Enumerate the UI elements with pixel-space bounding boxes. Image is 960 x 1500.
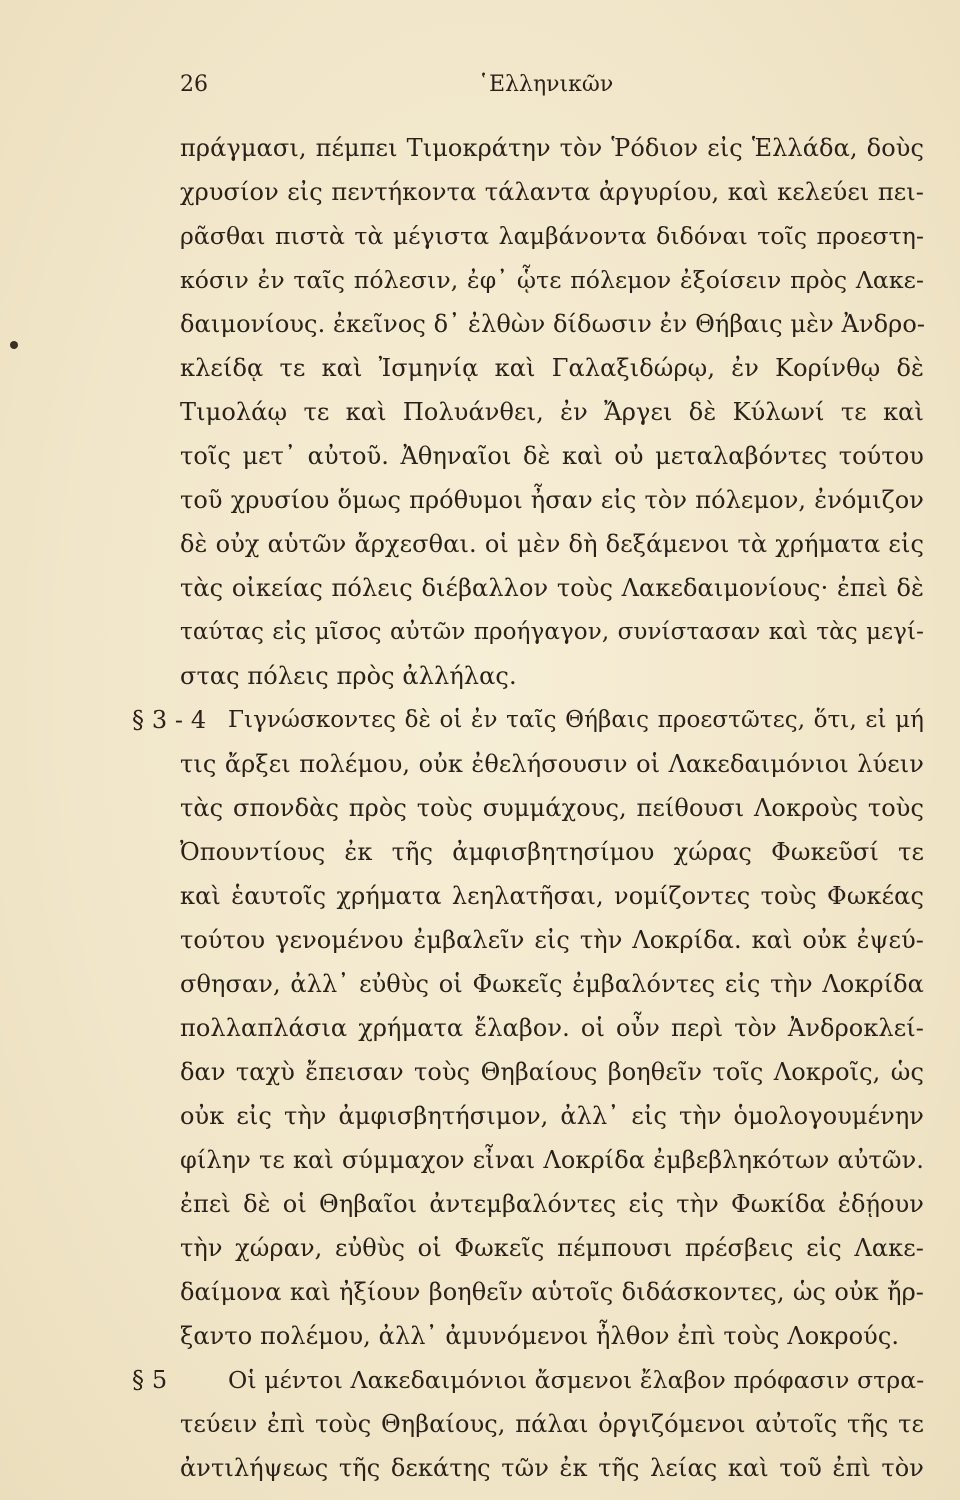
text-line: φίλην τε καὶ σύμμαχον εἶναι Λοκρίδα ἐμβεβληκότων αὐτῶν. [180,1146,924,1174]
text-line: τὰς οἰκείας πόλεις διέβαλλον τοὺς Λακεδαιμονίους· ἐπεὶ δὲ [180,574,924,602]
text-line: καὶ ἑαυτοῖς χρήματα λεηλατῆσαι, νομίζοντες τοὺς Φωκέας [180,882,924,910]
running-title: ῾Ελληνικῶν [478,72,614,97]
text-line: δαν ταχὺ ἔπεισαν τοὺς Θηβαίους βοηθεῖν τοῖς Λοκροῖς, ὡς [180,1058,924,1086]
text-line: ξαντο πολέμου, ἀλλ᾽ ἀμυνόμενοι ἦλθον ἐπὶ τοὺς Λοκρούς. [180,1322,900,1350]
text-line: ἀντιλήψεως τῆς δεκάτης τῶν ἐκ τῆς λείας καὶ τοῦ ἐπὶ τὸν [180,1454,924,1482]
section-marker: § 5 [132,1366,168,1394]
text-line: ταύτας εἰς μῖσος αὐτῶν προήγαγον, συνίστασαν καὶ τὰς μεγί- [180,619,924,645]
text-line: κλείδᾳ τε καὶ Ἰσμηνίᾳ καὶ Γαλαξιδώρῳ, ἐν Κορίνθῳ δὲ [180,354,924,382]
text-line: Τιμολάῳ τε καὶ Πολυάνθει, ἐν Ἄργει δὲ Κύλωνί τε καὶ [180,398,924,426]
text-line: τεύειν ἐπὶ τοὺς Θηβαίους, πάλαι ὀργιζόμενοι αὐτοῖς τῆς τε [180,1410,924,1438]
running-head [180,72,920,102]
text-line: τὰς σπονδὰς πρὸς τοὺς συμμάχους, πείθουσι Λοκροὺς τοὺς [180,794,924,822]
text-line: σθησαν, ἀλλ᾽ εὐθὺς οἱ Φωκεῖς ἐμβαλόντες εἰς τὴν Λοκρίδα [180,970,924,998]
section-first-line [132,1358,925,1402]
text-line: τούτου γενομένου ἐμβαλεῖν εἰς τὴν Λοκρίδα. καὶ οὐκ ἐψεύ- [180,926,924,954]
text-line: κόσιν ἐν ταῖς πόλεσιν, ἐφ᾽ ᾧτε πόλεμον ἐξοίσειν πρὸς Λακε- [180,266,924,294]
text-line: χρυσίον εἰς πεντήκοντα τάλαντα ἀργυρίου, καὶ κελεύει πει- [180,178,924,206]
text-line: στας πόλεις πρὸς ἀλλήλας. [180,662,517,690]
text-line: Γιγνώσκοντες δὲ οἱ ἐν ταῖς Θήβαις προεστῶτες, ὅτι, εἰ μή [228,707,924,733]
text-line: Ὀπουντίους ἐκ τῆς ἀμφισβητησίμου χώρας Φωκεῦσί τε [180,838,924,866]
text-line: οὐκ εἰς τὴν ἀμφισβητήσιμον, ἀλλ᾽ εἰς τὴν ὁμολογουμένην [180,1102,924,1130]
text-line: δαιμονίους. ἐκεῖνος δ᾽ ἐλθὼν δίδωσιν ἐν Θήβαις μὲν Ἀνδρο- [180,310,926,338]
text-line: δαίμονα καὶ ἠξίουν βοηθεῖν αὑτοῖς διδάσκοντες, ὡς οὐκ ἤρ- [180,1278,924,1306]
text-line: τοῦ χρυσίου ὅμως πρόθυμοι ἦσαν εἰς τὸν πόλεμον, ἐνόμιζον [180,486,924,514]
text-line: ρᾶσθαι πιστὰ τὰ μέγιστα λαμβάνοντα διδόναι τοῖς προεστη- [180,222,924,250]
text-line: τις ἄρξει πολέμου, οὐκ ἐθελήσουσιν οἱ Λακεδαιμόνιοι λύειν [180,750,924,778]
section-marker: § 3 - 4 [132,706,207,734]
margin-mark [10,341,18,349]
page-number: 26 [180,72,208,97]
text-line: Οἱ μέντοι Λακεδαιμόνιοι ἄσμενοι ἔλαβον πρόφασιν στρα- [228,1366,925,1394]
text-line: δὲ οὐχ αὑτῶν ἄρχεσθαι. οἱ μὲν δὴ δεξάμενοι τὰ χρήματα εἰς [180,530,924,558]
section-first-line [132,698,924,742]
body-text [132,126,926,1490]
text-line: ἐπεὶ δὲ οἱ Θηβαῖοι ἀντεμβαλόντες εἰς τὴν Φωκίδα ἐδῄουν [180,1190,924,1218]
text-line: πράγμασι, πέμπει Τιμοκράτην τὸν Ῥόδιον εἰς Ἑλλάδα, δοὺς [180,134,924,162]
text-line: τὴν χώραν, εὐθὺς οἱ Φωκεῖς πέμπουσι πρέσβεις εἰς Λακε- [180,1234,924,1262]
text-line: πολλαπλάσια χρήματα ἔλαβον. οἱ οὖν περὶ τὸν Ἀνδροκλεί- [180,1014,924,1042]
text-line: τοῖς μετ᾽ αὐτοῦ. Ἀθηναῖοι δὲ καὶ οὐ μεταλαβόντες τούτου [180,442,924,470]
